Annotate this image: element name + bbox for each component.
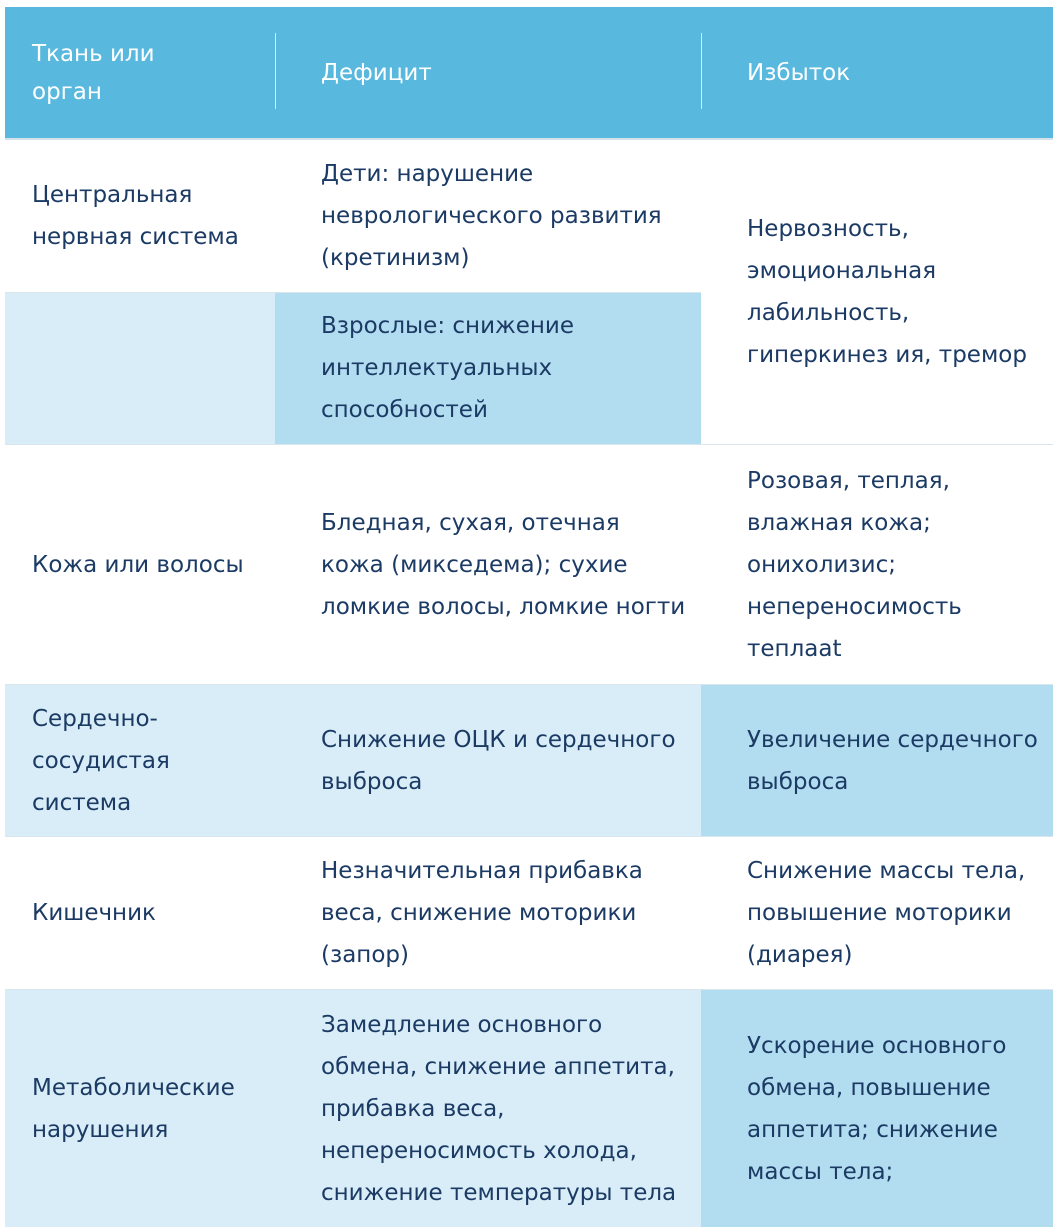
cell-deficit-skin: Бледная, сухая, отечная кожа (микседема); сухие ломкие волосы, ломкие ногти	[275, 445, 701, 684]
cell-excess-cns: Нервозность, эмоциональная лабильность, гиперкинез ия, тремор	[701, 140, 1053, 444]
cell-organ-cns: Центральная нервная система	[5, 140, 275, 292]
cell-organ-metabolic: Метаболические нарушения	[5, 990, 275, 1227]
cell-deficit-intestine: Незначительная прибавка веса, снижение моторики (запор)	[275, 837, 701, 989]
cell-organ-intestine: Кишечник	[5, 837, 275, 989]
cell-deficit-cardio: Снижение ОЦК и сердечного выброса	[275, 685, 701, 836]
cell-organ-cns-continued	[5, 292, 275, 444]
cell-deficit-adults: Взрослые: снижение интеллектуальных способностей	[275, 292, 701, 444]
cell-excess-intestine: Снижение массы тела, повышение моторики (диарея)	[701, 837, 1053, 989]
cell-organ-skin: Кожа или волосы	[5, 445, 275, 684]
cell-organ-cardio: Сердечно-сосудистая система	[5, 685, 275, 836]
cell-excess-metabolic: Ускорение основного обмена, повышение аппетита; снижение массы тела;	[701, 990, 1053, 1227]
row-divider	[5, 292, 701, 293]
header-excess: Избыток	[747, 59, 851, 86]
cell-excess-skin: Розовая, теплая, влажная кожа; онихолизис; непереносимость теплаat	[701, 445, 1053, 684]
comparison-table	[5, 7, 1053, 1227]
cell-deficit-metabolic: Замедление основного обмена, снижение аппетита, прибавка веса, непереносимость холода, снижение температуры тела	[275, 990, 701, 1227]
header-deficit: Дефицит	[321, 59, 432, 86]
cell-deficit-children: Дети: нарушение неврологического развития (кретинизм)	[275, 140, 701, 292]
header-tissue-organ: Ткань или орган	[32, 40, 155, 105]
cell-excess-cardio: Увеличение сердечного выброса	[701, 685, 1053, 836]
